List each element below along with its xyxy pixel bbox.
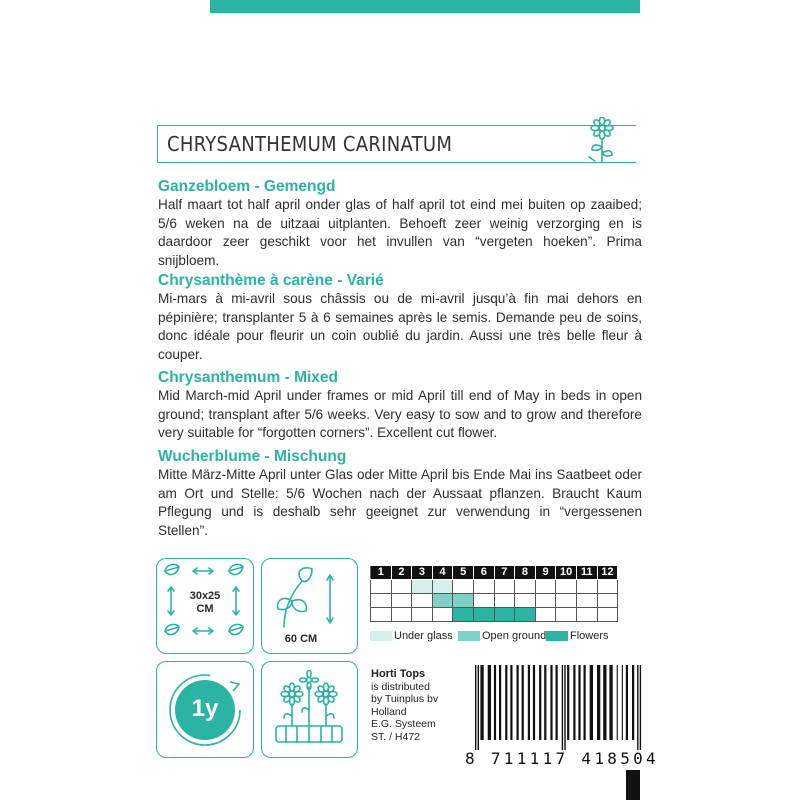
- month-label: 2: [391, 566, 412, 580]
- barcode-bar: [539, 665, 541, 740]
- calendar-cell: [494, 594, 515, 608]
- section-french: [158, 271, 642, 364]
- spacing-box: [156, 558, 254, 654]
- barcode-bar: [522, 665, 524, 740]
- barcode-bar: [578, 665, 580, 740]
- distributor-line: ST. / H472: [371, 730, 421, 743]
- barcode-bar: [562, 665, 563, 750]
- barcode-bar: [556, 665, 558, 740]
- calendar-row-under-glass: [371, 580, 618, 594]
- legend-swatch-flowers: [546, 631, 568, 641]
- section-heading: Chrysanthemum - Mixed: [158, 369, 339, 386]
- legend-label: Open ground: [482, 630, 547, 642]
- barcode-bar: [590, 665, 593, 740]
- calendar-cell: [576, 594, 597, 608]
- barcode-bar: [533, 665, 535, 740]
- barcode-bar: [617, 665, 618, 740]
- top-accent-bar: [210, 0, 640, 13]
- title-box: [157, 125, 636, 163]
- month-label: 7: [494, 566, 515, 580]
- legend-label: Flowers: [570, 630, 609, 642]
- month-label: 12: [597, 566, 618, 580]
- calendar-cell: [473, 608, 494, 622]
- barcode-bar: [480, 665, 483, 740]
- seed-tray-flowers-icon: [262, 662, 357, 757]
- calendar-cell: [473, 580, 494, 594]
- section-body: Mitte März-Mitte April unter Glas oder Mitte April bis Ende Mai ins Saatbeet oder am Ort und Stelle: 5/6 Wochen nach der Aussaat pflanzen. Braucht Kaum Pflegung und is deshalb sehr geeignet zur verwendung in “vergessenen Stellen”.: [158, 467, 642, 538]
- calendar-cell: [371, 580, 392, 594]
- calendar-cell: [432, 594, 453, 608]
- calendar-cell: [494, 608, 515, 622]
- calendar-cell: [432, 608, 453, 622]
- calendar-cell: [556, 594, 577, 608]
- month-label: 1: [371, 566, 392, 580]
- month-label: 3: [412, 566, 433, 580]
- calendar-cell: [556, 608, 577, 622]
- section-body: Mid March-mid April under frames or mid April till end of May in beds in open ground; transplant after 5/6 weeks. Very easy to sow and to grow and therefore very suitable for “forgotten corners”. Excellent cut flower.: [158, 388, 642, 440]
- calendar-cell: [556, 580, 577, 594]
- barcode-bar: [499, 665, 501, 740]
- calendar-cell: [597, 608, 618, 622]
- month-label: 4: [432, 566, 453, 580]
- month-label: 10: [556, 566, 577, 580]
- barcode-bar: [544, 665, 546, 740]
- registration-mark: [626, 770, 640, 800]
- distributor-info: [371, 668, 438, 743]
- calendar-cell: [535, 594, 556, 608]
- calendar-cell: [473, 594, 494, 608]
- month-label: 11: [576, 566, 597, 580]
- calendar-cell: [515, 594, 536, 608]
- legend-flowers: [546, 630, 609, 642]
- calendar-cell: [453, 608, 474, 622]
- section-german: [158, 447, 642, 540]
- calendar-cell: [494, 580, 515, 594]
- barcode-bar: [564, 665, 565, 750]
- distributor-line: by Tuinplus bv: [371, 693, 439, 705]
- barcode-number: 8 711117 418504: [465, 749, 659, 768]
- barcode-bar: [632, 665, 634, 740]
- legend-swatch-under-glass: [370, 631, 392, 641]
- calendar-cell: [535, 580, 556, 594]
- calendar-cell: [576, 580, 597, 594]
- barcode-bar: [488, 665, 491, 740]
- calendar-cell: [453, 580, 474, 594]
- section-body: Half maart tot half april onder glas of half april tot eind mei buiten op zaaibed; 5/6 weken na de uitzaai uitplanten. Behoeft zeer weinig verzorging en is daardoor zeer geschikt voor het invullen van “vergeten hoeken”. Prima snijbloem.: [158, 197, 642, 268]
- calendar-cell: [597, 594, 618, 608]
- barcode-bars: [471, 665, 644, 750]
- barcode-bar: [475, 665, 476, 750]
- calendar-cell: [453, 594, 474, 608]
- barcode-bar: [505, 665, 507, 740]
- month-label: 5: [453, 566, 474, 580]
- calendar-months-row: [371, 566, 618, 580]
- calendar-cell: [371, 594, 392, 608]
- legend-swatch-open-ground: [458, 631, 480, 641]
- calendar-cell: [576, 608, 597, 622]
- calendar-cell: [391, 580, 412, 594]
- calendar-cell: [515, 580, 536, 594]
- flower-sprig-icon: [582, 117, 622, 163]
- section-heading: Chrysanthème à carène - Varié: [158, 272, 384, 289]
- barcode-bar: [609, 665, 612, 740]
- brand-name: Horti Tops: [371, 668, 426, 680]
- calendar-cell: [432, 580, 453, 594]
- calendar-row-open-ground: [371, 594, 618, 608]
- legend-label: Under glass: [394, 630, 453, 642]
- section-dutch: [158, 177, 642, 270]
- legend-open-ground: [458, 630, 546, 642]
- sowing-calendar: [370, 565, 618, 622]
- barcode-bar: [494, 665, 496, 740]
- section-heading: Ganzebloem - Gemengd: [158, 178, 336, 195]
- calendar-cell: [391, 608, 412, 622]
- barcode-bar: [528, 665, 530, 740]
- barcode-bar: [550, 665, 552, 740]
- section-heading: Wucherblume - Mischung: [158, 448, 347, 465]
- section-english: [158, 368, 642, 443]
- calendar-cell: [535, 608, 556, 622]
- distributor-line: Holland: [371, 705, 407, 718]
- seed-tray-box: [261, 661, 358, 758]
- calendar-cell: [515, 608, 536, 622]
- calendar-cell: [391, 594, 412, 608]
- calendar-cell: [412, 580, 433, 594]
- month-label: 6: [473, 566, 494, 580]
- calendar-cell: [371, 608, 392, 622]
- calendar-cell: [412, 608, 433, 622]
- month-label: 9: [535, 566, 556, 580]
- month-label: 8: [515, 566, 536, 580]
- page-title: CHRYSANTHEMUM CARINATUM: [167, 132, 453, 156]
- barcode-bar: [637, 665, 638, 750]
- section-body: Mi-mars à mi-avril sous châssis ou de mi-avril jusqu’à fin mai dehors en pépinière; transplanter 5 à 6 semaines après le semis. Demande peu de soins, donc idéale pour fleurir un coin oublié du jardin. Aussi une très belle fleur à couper.: [158, 291, 642, 362]
- spacing-label: 30x25: [189, 590, 221, 602]
- height-label: 60 CM: [284, 633, 318, 645]
- barcode-bar: [567, 665, 569, 740]
- calendar-row-flowers: [371, 608, 618, 622]
- lifecycle-box: [156, 661, 254, 758]
- lifecycle-label: 1y: [191, 695, 219, 722]
- barcode-bar: [640, 665, 641, 750]
- barcode-bar: [517, 665, 519, 740]
- barcode-bar: [584, 665, 586, 740]
- barcode-bar: [597, 665, 600, 740]
- barcode-bar: [622, 665, 623, 740]
- barcode-bar: [603, 665, 606, 740]
- barcode-bar: [478, 665, 479, 750]
- calendar-cell: [412, 594, 433, 608]
- barcode-bar: [626, 665, 628, 740]
- barcode-bar: [573, 665, 575, 740]
- spacing-unit: CM: [196, 603, 214, 615]
- height-box: [261, 558, 358, 654]
- calendar-cell: [597, 580, 618, 594]
- distributor-line: is distributed: [371, 680, 430, 693]
- legend-under-glass: [370, 630, 453, 642]
- barcode-bar: [510, 665, 512, 740]
- distributor-line: E.G. Systeem: [371, 718, 436, 730]
